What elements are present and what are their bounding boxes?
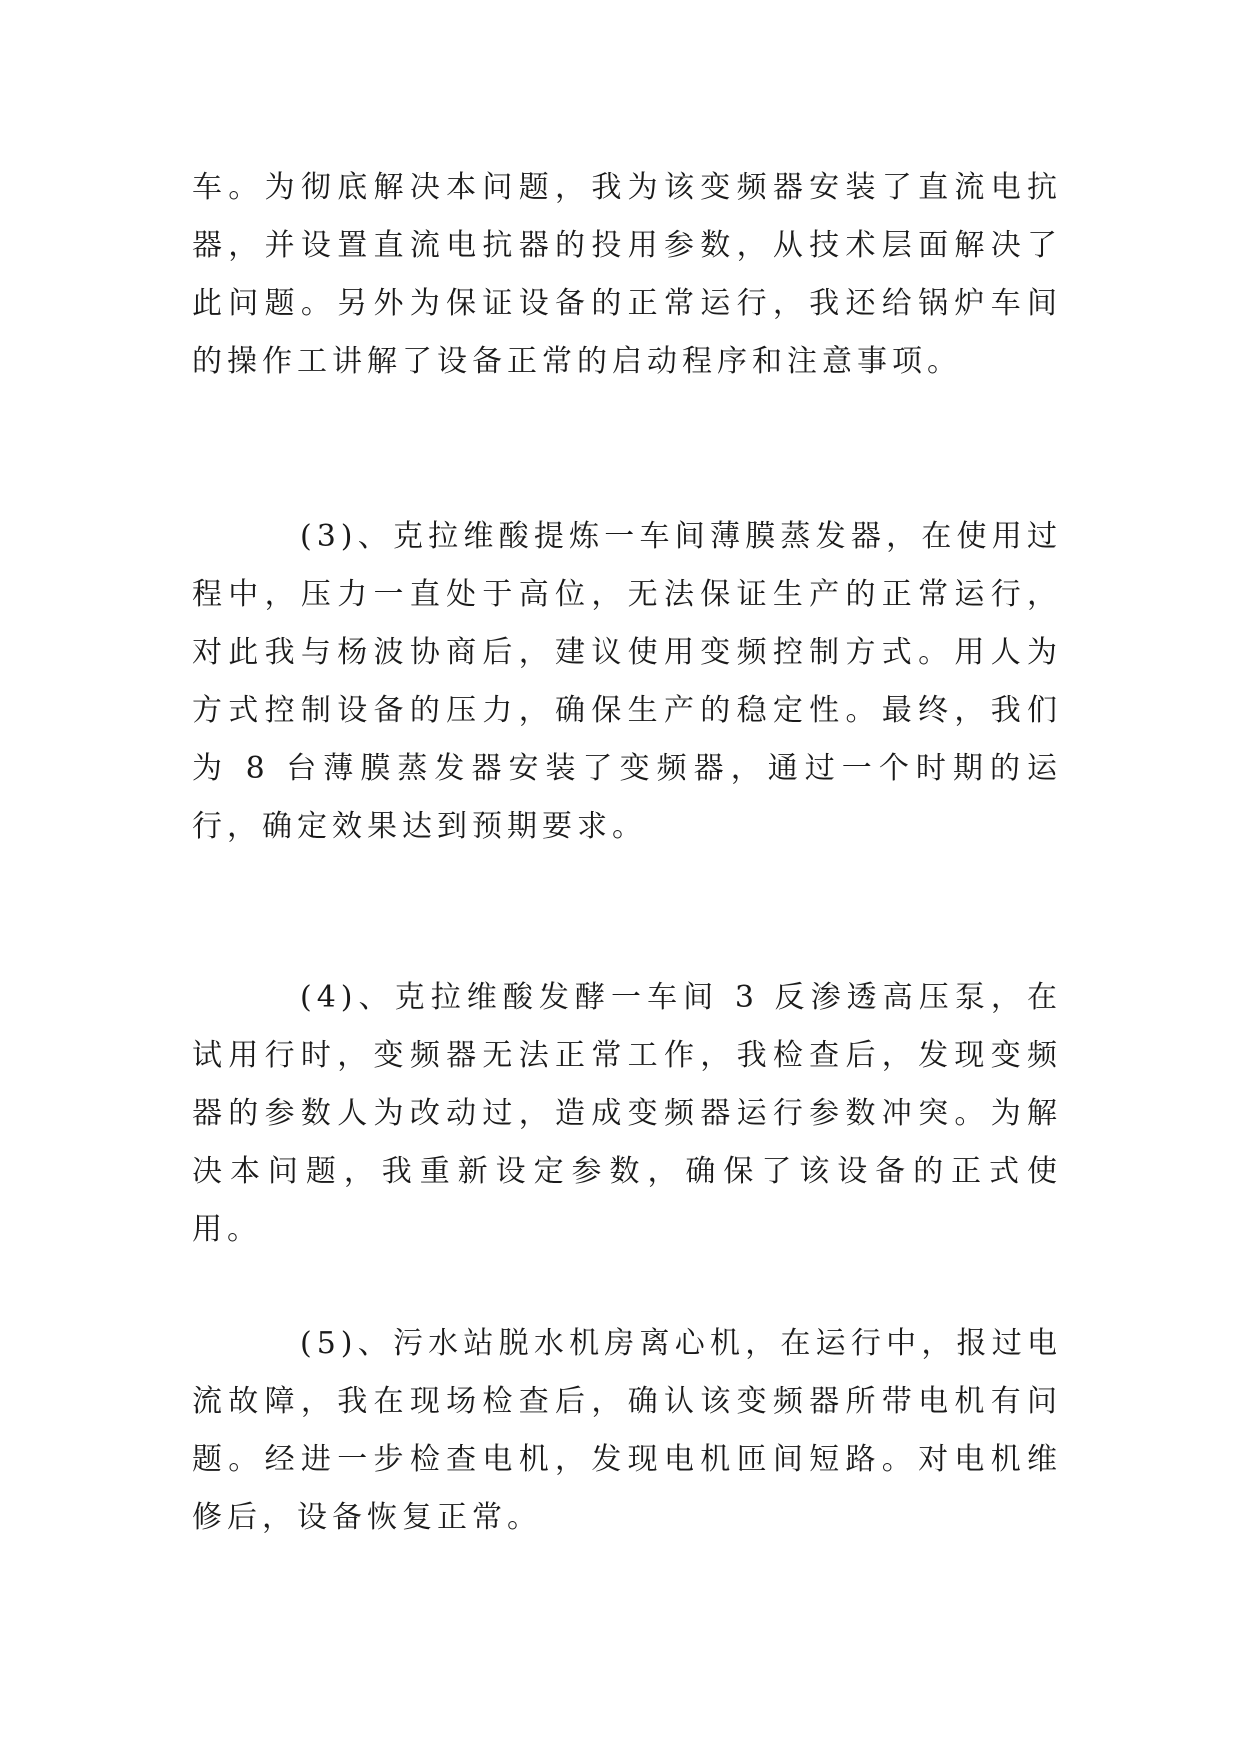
- paragraph-item-5: (5)、污水站脱水机房离心机，在运行中，报过电流故障，我在现场检查后，确认该变频器所带电机有问题。经进一步检查电机，发现电机匝间短路。对电机维修后，设备恢复正常。: [192, 1326, 1062, 1535]
- paragraph-continuation: 车。为彻底解决本问题，我为该变频器安装了直流电抗器，并设置直流电抗器的投用参数，从技术层面解决了此问题。另外为保证设备的正常运行，我还给锅炉车间的操作工讲解了设备正常的启动程序和注意事项。: [192, 170, 1062, 379]
- paragraph-item-4: (4)、克拉维酸发酵一车间 3 反渗透高压泵，在试用行时，变频器无法正常工作，我检查后，发现变频器的参数人为改动过，造成变频器运行参数冲突。为解决本问题，我重新设定参数，确保了该设备的正式使用。: [192, 980, 1062, 1247]
- paragraph-item-3: (3)、克拉维酸提炼一车间薄膜蒸发器，在使用过程中，压力一直处于高位，无法保证生产的正常运行，对此我与杨波协商后，建议使用变频控制方式。用人为方式控制设备的压力，确保生产的稳定性。最终，我们为 8 台薄膜蒸发器安装了变频器，通过一个时期的运行，确定效果达到预期要求。: [192, 519, 1062, 844]
